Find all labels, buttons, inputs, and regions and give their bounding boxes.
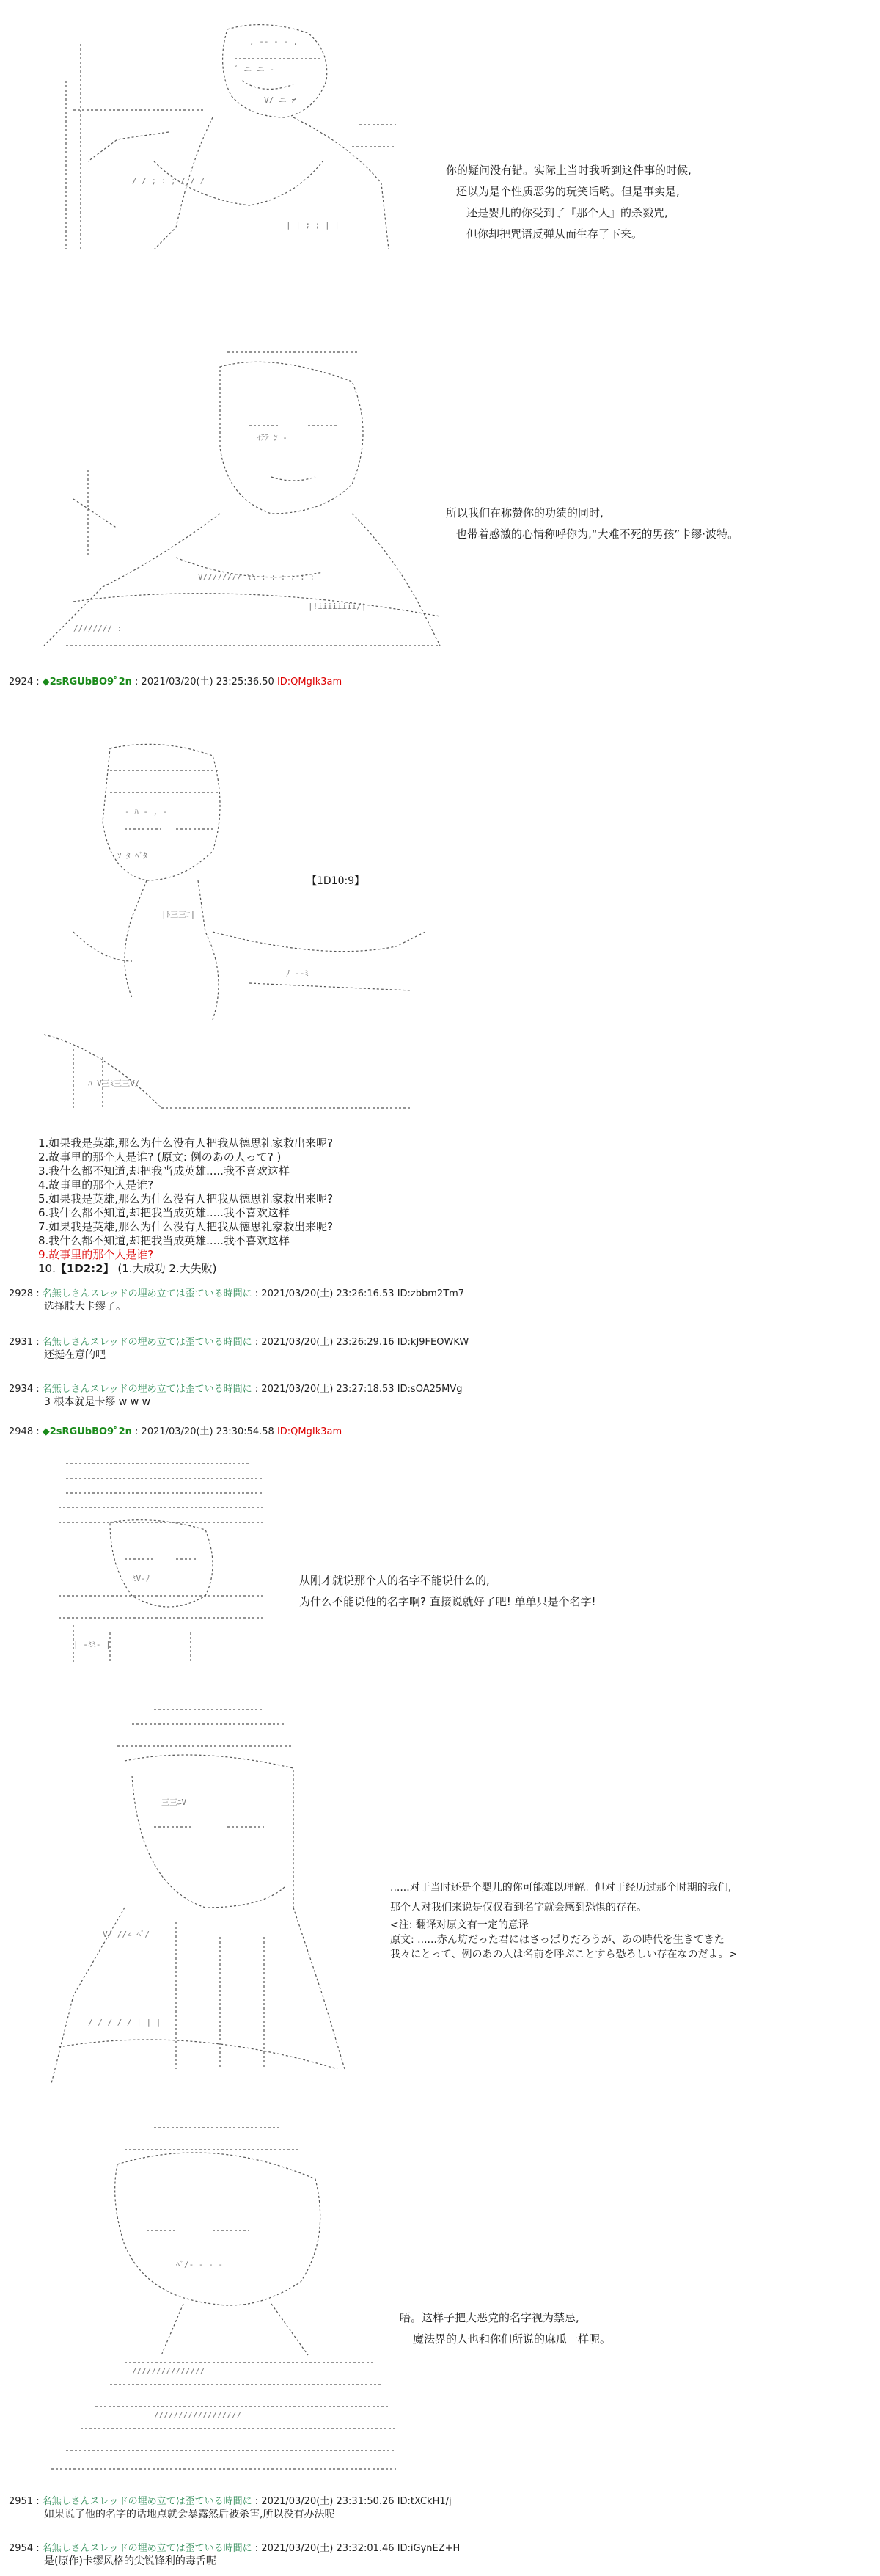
anon-name[interactable]: 名無しさん (42, 2496, 90, 2507)
dialog-line: 所以我们在称赞你的功绩的同时, (446, 506, 604, 519)
dialog-line: 但你却把咒语反弹从而生存了下来。 (466, 227, 643, 241)
dialog-panel-1 (446, 160, 692, 245)
svg-text:ﾉ ‐‐ﾐ: ﾉ ‐‐ﾐ (286, 968, 309, 978)
trip-diamond-icon: ◆ (42, 676, 50, 687)
ascii-art-figure-2 (29, 337, 447, 660)
svg-text:|ﾄ三三ﾆ|: |ﾄ三三ﾆ| (161, 910, 196, 919)
anon-name[interactable]: 名無しさん (42, 1288, 90, 1299)
post-date: 2021/03/20(土) 23:30:54.58 (141, 1426, 274, 1437)
svg-text:V/ //∠ ﾍﾞ/: V/ //∠ ﾍﾞ/ (103, 1930, 150, 1939)
post-date: 2021/03/20(土) 23:32:01.46 (261, 2543, 395, 2554)
dialog-panel-2 (446, 503, 738, 545)
svg-text:/ / / / / | | |: / / / / / | | | (88, 2018, 161, 2027)
post-id[interactable]: ID:QMgIk3am (276, 1426, 342, 1437)
dialog-line: <注: 翻译对原文有一定的意译 (390, 1919, 529, 1931)
svg-text:‐ ﾊ ‐ , ‐: ‐ ﾊ ‐ , ‐ (125, 807, 168, 817)
choice-item: 6.我什么都不知道,却把我当成英雄.....我不喜欢这样 (38, 1206, 290, 1219)
choice-item: 4.故事里的那个人是谁? (38, 1178, 154, 1192)
choice-prefix: 10. (38, 1262, 56, 1275)
svg-text:ﾊ V三ﾐ三三V/: ﾊ V三ﾐ三三V/ (88, 1079, 140, 1088)
dialog-panel-4 (390, 1878, 737, 1962)
svg-text://////////////////: ////////////////// (154, 2410, 242, 2420)
svg-text:ﾞ ニ ニ ‐: ﾞ ニ ニ ‐ (235, 65, 274, 74)
poster-name[interactable]: 2sRGUbBO9ﾟ2n (49, 1426, 132, 1437)
dialog-line: 从刚才就说那个人的名字不能说什么的, (299, 1574, 490, 1587)
dialog-panel-5 (400, 2307, 611, 2350)
thread-topic: スレッドの埋め立ては歪ている時間に (89, 1337, 252, 1348)
post-header-2934: 2934 : 名無しさんスレッドの埋め立ては歪ている時間に : 2021/03/20(土) 23:27:18.53 ID:sOA25MVg (9, 1384, 463, 1395)
anon-name[interactable]: 名無しさん (42, 1384, 90, 1395)
poster-name[interactable]: 2sRGUbBO9ﾟ2n (49, 676, 132, 687)
dialog-line: 我々にとって、例のあの人は名前を呼ぶことすら恐ろしい存在なのだよ。> (390, 1949, 738, 1960)
post-body-2954: 是(原作)卡缪风格的尖锐锋利的毒舌呢 (44, 2555, 216, 2567)
svg-text:ｿ ﾀ ﾍﾞﾀ: ｿ ﾀ ﾍﾞﾀ (117, 851, 147, 861)
dialog-line: 原文: ......赤ん坊だった君にはさっぱりだろうが、あの時代を生きてきた (390, 1934, 725, 1946)
post-date: 2021/03/20(土) 23:26:29.16 (261, 1337, 395, 1348)
svg-text:| | ; ; | |: | | ; ; | | (286, 220, 340, 230)
ascii-art-figure-6 (37, 2120, 403, 2473)
post-number: 2928 (9, 1288, 34, 1299)
choice-dice: 【1D2:2】 (55, 1262, 114, 1275)
ascii-art-figure-3 (29, 741, 440, 1123)
svg-text:| ‐ﾐﾐ‐ |: | ‐ﾐﾐ‐ | (73, 1640, 111, 1649)
svg-text:三三ﾆV: 三三ﾆV (161, 1798, 187, 1807)
post-date: 2021/03/20(土) 23:26:16.53 (261, 1288, 395, 1299)
svg-text:, -‐ ‐ ‐ ,: , -‐ ‐ ‐ , (249, 37, 298, 46)
choice-item: 8.我什么都不知道,却把我当成英雄.....我不喜欢这样 (38, 1234, 290, 1247)
dice-result: 【1D10:9】 (307, 875, 365, 887)
post-header-2951: 2951 : 名無しさんスレッドの埋め立ては歪ている時間に : 2021/03/20(土) 23:31:50.26 ID:tXCkH1/j (9, 2496, 452, 2507)
svg-text://////// :: //////// : (73, 624, 122, 633)
choice-item-selected: 9.故事里的那个人是谁? (38, 1248, 154, 1261)
ascii-art-figure-5 (44, 1702, 352, 2084)
dialog-line: 还是婴儿的你受到了『那个人』的杀戮咒, (466, 206, 668, 219)
svg-text:V/ ニ ≠: V/ ニ ≠ (264, 95, 297, 105)
post-date: 2021/03/20(土) 23:31:50.26 (261, 2496, 395, 2507)
thread-topic: スレッドの埋め立ては歪ている時間に (89, 2543, 252, 2554)
dialog-line: 为什么不能说他的名字啊? 直接说就好了吧! 单单只是个名字! (299, 1595, 596, 1608)
post-header-2948: 2948 : ◆2sRGUbBO9ﾟ2n : 2021/03/20(土) 23:30:54.58 ID:QMgIk3am (9, 1426, 342, 1437)
thread-topic: スレッドの埋め立ては歪ている時間に (89, 1288, 252, 1299)
trip-diamond-icon: ◆ (42, 1426, 50, 1437)
post-body-2931: 还挺在意的吧 (44, 1349, 106, 1361)
post-header-2928: 2928 : 名無しさんスレッドの埋め立ては歪ている時間に : 2021/03/20(土) 23:26:16.53 ID:zbbm2Tm7 (9, 1288, 465, 1299)
choice-item: 5.如果我是英雄,那么为什么没有人把我从德思礼家救出来呢? (38, 1192, 334, 1205)
post-id[interactable]: ID:QMgIk3am (276, 676, 342, 687)
anon-name[interactable]: 名無しさん (42, 2543, 90, 2554)
post-id[interactable]: ID:iGynEZ+H (397, 2543, 461, 2554)
svg-text:///////////////: /////////////// (132, 2366, 205, 2376)
post-id[interactable]: ID:zbbm2Tm7 (397, 1288, 465, 1299)
svg-text:ﾐV‐ﾉ: ﾐV‐ﾉ (132, 1574, 150, 1583)
dialog-line: 也带着感激的心情称呼你为,“大难不死的男孩”卡缪·波特。 (456, 528, 739, 541)
dialog-panel-3 (299, 1570, 596, 1613)
post-header-2931: 2931 : 名無しさんスレッドの埋め立ては歪ている時間に : 2021/03/20(土) 23:26:29.16 ID:kJ9FEOWKW (9, 1337, 469, 1348)
post-number: 2931 (9, 1337, 34, 1348)
thread-topic: スレッドの埋め立ては歪ている時間に (89, 1384, 252, 1395)
post-id[interactable]: ID:sOA25MVg (397, 1384, 463, 1395)
dialog-line: 唔。这样子把大恶党的名字视为禁忌, (400, 2311, 579, 2324)
dialog-line: ......对于当时还是个婴儿的你可能难以理解。但对于经历过那个时期的我们, (390, 1882, 732, 1894)
choice-list (38, 1136, 333, 1276)
choice-item: 2.故事里的那个人是谁? (原文: 例のあの人って? ) (38, 1150, 282, 1164)
svg-text:/ / ; : ; / / /: / / ; : ; / / / (132, 176, 205, 186)
svg-text:ﾍﾞ/- ‐ ‐ -: ﾍﾞ/- ‐ ‐ - (176, 2260, 223, 2269)
post-id[interactable]: ID:tXCkH1/j (397, 2496, 452, 2507)
dialog-line: 魔法界的人也和你们所说的麻瓜一样呢。 (413, 2332, 612, 2346)
dialog-line: 还以为是个性质恶劣的玩笑话哟。但是事实是, (456, 185, 680, 198)
choice-item-final (38, 1262, 333, 1276)
thread-topic: スレッドの埋め立ては歪ている時間に (89, 2496, 252, 2507)
post-body-2951: 如果说了他的名字的话地点就会暴露然后被杀害,所以没有办法呢 (44, 2509, 335, 2520)
post-number: 2948 (9, 1426, 34, 1437)
svg-text:|!iiiiiiii/|: |!iiiiiiii/| (308, 602, 367, 611)
post-number: 2934 (9, 1384, 34, 1395)
post-number: 2924 (9, 676, 34, 687)
choice-options: (1.大成功 2.大失败) (117, 1262, 217, 1275)
post-body-2928: 选择肢大卡缪了。 (44, 1301, 126, 1313)
choice-item: 7.如果我是英雄,那么为什么没有人把我从德思礼家救出来呢? (38, 1220, 334, 1233)
post-header-2954: 2954 : 名無しさんスレッドの埋め立ては歪ている時間に : 2021/03/20(土) 23:32:01.46 ID:iGynEZ+H (9, 2543, 461, 2554)
choice-item: 1.如果我是英雄,那么为什么没有人把我从德思礼家救出来呢? (38, 1136, 334, 1150)
dialog-line: 你的疑问没有错。实际上当时我听到这件事的时候, (446, 164, 692, 177)
post-id[interactable]: ID:kJ9FEOWKW (397, 1337, 469, 1348)
post-date: 2021/03/20(土) 23:27:18.53 (261, 1384, 395, 1395)
svg-text:ｲﾃﾃ ﾝ -: ｲﾃﾃ ﾝ - (257, 433, 287, 442)
ascii-art-figure-4 (44, 1449, 279, 1669)
post-date: 2021/03/20(土) 23:25:36.50 (141, 676, 274, 687)
svg-text:V//////// \\ : : : : : :: V//////// \\ : : : : : : (198, 572, 315, 582)
post-body-2934: 3 根本就是卡缪 w w w (44, 1396, 151, 1408)
post-number: 2954 (9, 2543, 34, 2554)
anon-name[interactable]: 名無しさん (42, 1337, 90, 1348)
post-number: 2951 (9, 2496, 34, 2507)
dialog-line: 那个人对我们来说是仅仅看到名字就会感到恐惧的存在。 (390, 1902, 647, 1913)
ascii-art-figure-1 (44, 15, 403, 249)
choice-item: 3.我什么都不知道,却把我当成英雄.....我不喜欢这样 (38, 1164, 290, 1178)
post-header-2924: 2924 : ◆2sRGUbBO9ﾟ2n : 2021/03/20(土) 23:25:36.50 ID:QMgIk3am (9, 676, 342, 687)
